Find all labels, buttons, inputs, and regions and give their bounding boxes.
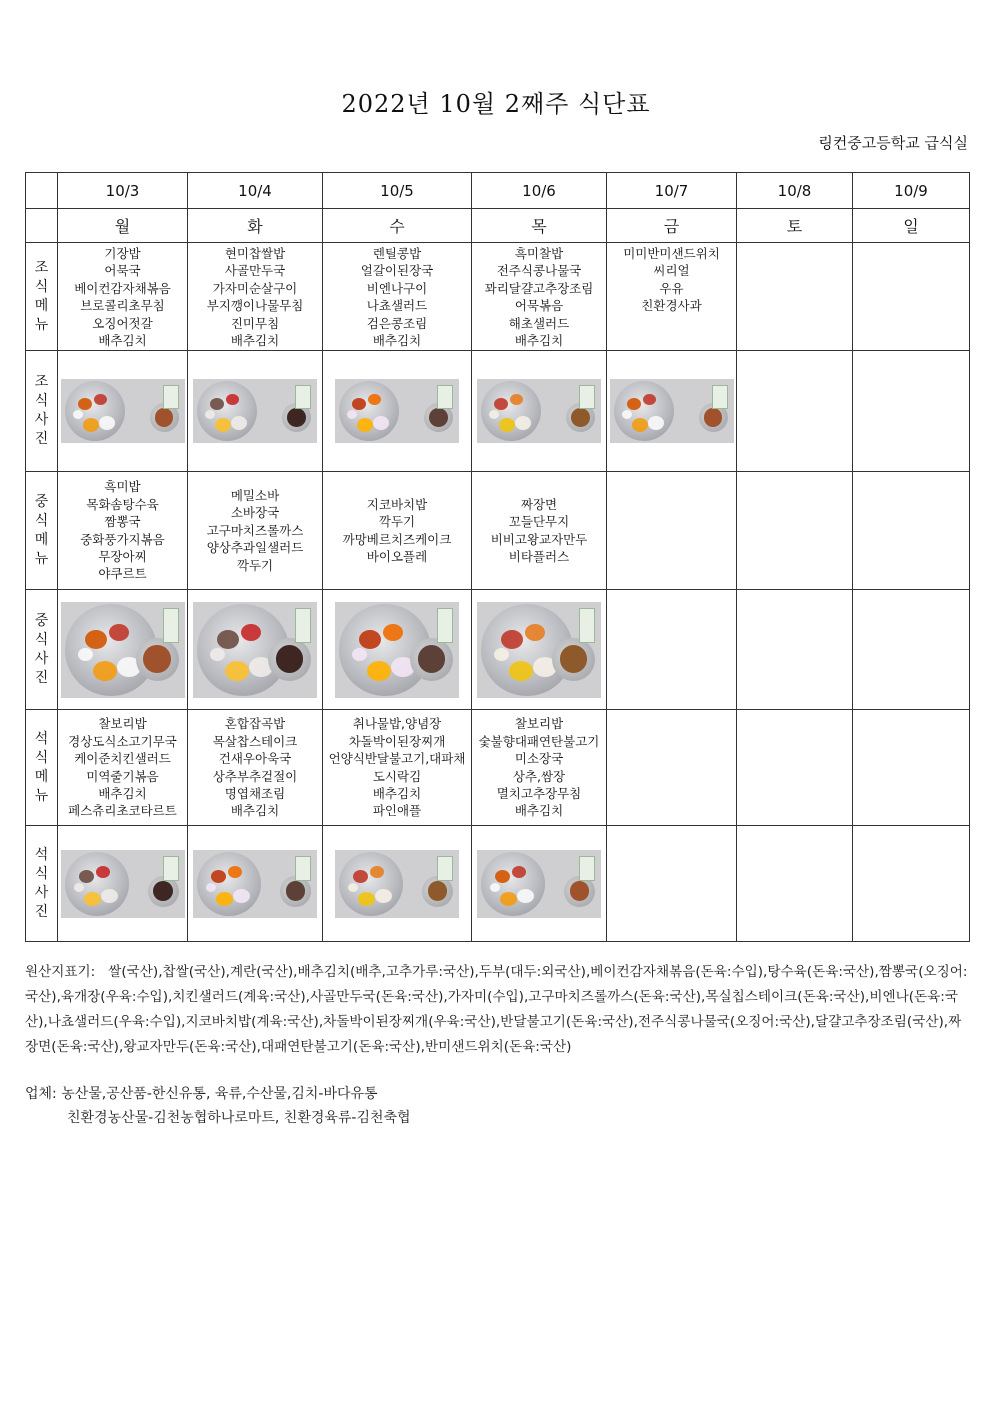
row-label-char: 조 [34, 259, 49, 276]
meal-photo [335, 602, 459, 698]
row-label-char: 뉴 [34, 550, 49, 567]
menu-item: 배추김치 [372, 785, 422, 801]
breakfast-menu-cell [737, 243, 853, 351]
menu-item: 나쵸샐러드 [366, 298, 428, 314]
food-item [358, 892, 375, 906]
food-item [79, 870, 94, 883]
dinner-photo-row [26, 826, 970, 942]
food-item [211, 870, 226, 883]
soup [704, 408, 723, 427]
food-item [78, 398, 92, 410]
soup [418, 645, 446, 673]
row-label-lunch-menu [26, 472, 58, 590]
side-bowl [268, 638, 311, 681]
date-cell: 10/4 [188, 173, 323, 209]
menu-item: 숯불향대패연탄불고기 [478, 733, 600, 749]
weekday-cell: 화 [188, 209, 323, 243]
food-item [94, 394, 107, 405]
menu-item: 경상도식소고기무국 [68, 733, 177, 749]
food-item [83, 418, 99, 432]
food-item [228, 866, 242, 878]
menu-item: 깍두기 [236, 557, 274, 573]
lunch-menu-cell [323, 472, 472, 590]
side-bowl [410, 638, 453, 681]
drink-carton [579, 856, 595, 881]
row-label-char: 뉴 [34, 316, 49, 333]
menu-item: 명엽채조림 [224, 785, 286, 801]
lunch-menu-cell [737, 472, 853, 590]
food-item [217, 630, 239, 649]
meal-photo [61, 602, 185, 698]
drink-carton [295, 385, 311, 409]
date-cell: 10/5 [323, 173, 472, 209]
breakfast-photo-cell [472, 351, 607, 472]
food-item [648, 416, 664, 430]
food-item [494, 648, 509, 661]
drink-carton [295, 608, 311, 643]
drink-carton [579, 608, 595, 643]
weekday-cell: 금 [607, 209, 737, 243]
menu-item: 찰보리밥 [98, 716, 147, 732]
weekday-cell: 수 [323, 209, 472, 243]
soup [570, 881, 590, 901]
row-label-char: 메 [34, 531, 49, 548]
food-item [622, 410, 632, 419]
lunch-photo-cell [472, 590, 607, 710]
dinner-menu-row [26, 710, 970, 826]
menu-item: 배추김치 [230, 333, 280, 349]
row-label-char: 식 [34, 631, 49, 648]
menu-item: 사골만두국 [224, 263, 286, 279]
row-label-char: 식 [34, 865, 49, 882]
food-item [74, 883, 84, 892]
lunch-photo-row [26, 590, 970, 710]
food-item [73, 410, 83, 419]
meal-photo [477, 602, 601, 698]
meal-photo [335, 850, 459, 918]
weekday-header-row [26, 209, 970, 243]
row-label-char: 진 [34, 903, 49, 920]
dinner-photo-cell [188, 826, 323, 942]
menu-item: 상추,쌈장 [512, 768, 566, 784]
menu-item: 멸치고추장무침 [496, 785, 582, 801]
dinner-menu-cell [323, 710, 472, 826]
menu-item: 목화솜탕수육 [86, 496, 159, 512]
menu-item: 베이컨감자채볶음 [74, 280, 171, 296]
food-item [373, 416, 389, 430]
meal-photo [193, 850, 317, 918]
soup [560, 645, 588, 673]
food-item [500, 892, 517, 906]
food-item [215, 418, 231, 432]
row-label-char: 식 [34, 749, 49, 766]
menu-item: 건새우아욱국 [218, 751, 292, 767]
vendor-line-1: 농산물,공산품-한신유통, 육류,수산물,김치-바다유통 [61, 1086, 378, 1102]
food-item [210, 398, 224, 410]
menu-item: 렌틸콩밥 [372, 246, 422, 261]
food-item [93, 661, 117, 681]
row-label-char: 진 [34, 431, 49, 447]
meal-photo [193, 379, 317, 443]
menu-item: 짬뽕국 [104, 514, 141, 530]
date-cell: 10/6 [472, 173, 607, 209]
row-label-dinner-photo [26, 826, 58, 942]
food-item [643, 394, 656, 405]
lunch-menu-row [26, 472, 970, 590]
dinner-menu-cell [58, 710, 188, 826]
menu-item: 깍두기 [378, 514, 416, 530]
menu-item: 배추김치 [98, 785, 147, 801]
food-item [489, 410, 499, 419]
menu-item: 꼬들단무지 [508, 514, 570, 530]
menu-item: 기장밥 [104, 246, 141, 261]
food-item [347, 410, 357, 419]
dinner-menu-cell [737, 710, 853, 826]
corner-cell [26, 209, 58, 243]
breakfast-menu-cell [607, 243, 737, 351]
menu-item: 꽈리달걀고추장조림 [484, 280, 594, 296]
soup [428, 881, 448, 901]
food-item [510, 394, 523, 405]
food-item [517, 889, 534, 903]
menu-item: 어묵국 [104, 263, 141, 279]
menu-item: 비엔나구이 [366, 280, 428, 296]
menu-item: 도시락김 [372, 768, 422, 784]
food-item [233, 889, 250, 903]
school-cafeteria-name: 링컨중고등학교 급식실 [818, 134, 968, 152]
row-label-char: 식 [34, 278, 49, 295]
menu-item: 검은콩조림 [366, 315, 428, 331]
breakfast-photo-cell [188, 351, 323, 472]
row-label-char: 메 [34, 297, 49, 314]
menu-item: 중화풍가지볶음 [80, 531, 165, 547]
food-item [205, 410, 215, 419]
lunch-photo-cell [853, 590, 970, 710]
menu-item: 상추부추겉절이 [212, 768, 298, 784]
row-label-lunch-photo [26, 590, 58, 710]
row-label-char: 사 [34, 412, 49, 428]
menu-item: 미소장국 [514, 751, 564, 767]
lunch-photo-cell [323, 590, 472, 710]
soup [155, 408, 174, 427]
soup [276, 645, 304, 673]
food-item [231, 416, 247, 430]
breakfast-menu-cell [58, 243, 188, 351]
food-item [359, 630, 381, 649]
lunch-photo-cell [737, 590, 853, 710]
dinner-photo-cell [472, 826, 607, 942]
breakfast-menu-cell [188, 243, 323, 351]
row-label-char: 사 [34, 650, 49, 667]
weekday-cell: 일 [853, 209, 970, 243]
food-item [84, 892, 101, 906]
food-item [206, 883, 216, 892]
dinner-menu-cell [472, 710, 607, 826]
food-item [375, 889, 392, 903]
menu-item: 얼갈이된장국 [360, 263, 434, 279]
menu-item: 혼합잡곡밥 [224, 716, 286, 732]
food-item [370, 866, 384, 878]
food-item [348, 883, 358, 892]
food-item [352, 398, 366, 410]
soup [429, 408, 448, 427]
menu-item: 목살찹스테이크 [212, 733, 298, 749]
corner-cell [26, 173, 58, 209]
meal-photo [193, 602, 317, 698]
breakfast-photo-cell [323, 351, 472, 472]
menu-item: 우유 [659, 280, 684, 296]
origin-text: 쌀(국산),찹쌀(국산),계란(국산),배추김치(배추,고추가루:국산),두부(대두:외국산),베이컨감자채볶음(돈육:수입),탕수육(돈육:국산),짬뽕국(오징어:국산),육개장(우육:수입),치킨샐러드(계육:국산),사골만두국(돈육:국산),가자미(수입),고구마치즈롤까스(돈육:국산),목실칩스테이크(돈육:국산),비엔나(돈육:국산),나쵸샐러드(우육:수입),지코바치밥(계육:국산),차돌박이된장찌개(우육:국산),반달불고기(돈육:국산),전주식콩나물국(오징어:국산),달걀고추장조림(국산),짜장면(돈육:국산),왕교자만두(돈육:국산),대패연탄불고기(돈육:국산),반미샌드위치(돈육:국산) [25, 964, 968, 1055]
breakfast-photo-cell [607, 351, 737, 472]
meal-photo [610, 379, 734, 443]
meal-photo [477, 379, 601, 443]
food-item [368, 394, 381, 405]
breakfast-photo-cell [853, 351, 970, 472]
food-item [357, 418, 373, 432]
menu-item: 고구마치즈롤까스 [206, 522, 304, 538]
meal-photo [61, 379, 185, 443]
lunch-photo-cell [188, 590, 323, 710]
lunch-menu-cell [853, 472, 970, 590]
weekday-cell: 목 [472, 209, 607, 243]
dinner-photo-cell [607, 826, 737, 942]
vendor-label: 업체: [25, 1086, 57, 1102]
food-item [499, 418, 515, 432]
vendor-notice [25, 1082, 970, 1130]
food-item [101, 889, 118, 903]
menu-item: 까망베르치즈케이크 [342, 531, 452, 547]
row-label-char: 석 [34, 846, 49, 863]
date-cell: 10/3 [58, 173, 188, 209]
drink-carton [712, 385, 728, 409]
drink-carton [579, 385, 595, 409]
row-label-char: 조 [34, 374, 49, 390]
breakfast-menu-row [26, 243, 970, 351]
row-label-char: 뉴 [34, 787, 49, 804]
food-item [509, 661, 533, 681]
row-label-breakfast-photo [26, 351, 58, 472]
weekday-cell: 월 [58, 209, 188, 243]
menu-item: 언양식반달불고기,대파채 [328, 751, 466, 767]
lunch-photo-cell [58, 590, 188, 710]
menu-item: 무장아찌 [98, 548, 147, 564]
drink-carton [437, 385, 453, 409]
row-label-char: 석 [34, 730, 49, 747]
date-cell: 10/7 [607, 173, 737, 209]
breakfast-menu-cell [853, 243, 970, 351]
menu-item: 비비고왕교자만두 [490, 531, 588, 547]
date-cell: 10/9 [853, 173, 970, 209]
food-item [78, 648, 93, 661]
breakfast-photo-row [26, 351, 970, 472]
menu-item: 부지깽이나물무침 [206, 298, 304, 314]
food-item [501, 630, 523, 649]
food-item [99, 416, 115, 430]
page-title: 2022년 10월 2째주 식단표 [341, 90, 651, 118]
food-item [367, 661, 391, 681]
food-item [241, 624, 261, 641]
lunch-menu-cell [188, 472, 323, 590]
breakfast-photo-cell [737, 351, 853, 472]
menu-item: 미미반미샌드위치 [623, 246, 720, 261]
food-item [225, 661, 249, 681]
menu-item: 씨리얼 [653, 263, 690, 279]
menu-item: 흑미밥 [104, 479, 141, 495]
menu-item: 배추김치 [230, 803, 280, 819]
food-item [210, 648, 225, 661]
menu-item: 전주식콩나물국 [496, 263, 582, 279]
food-item [85, 630, 107, 649]
menu-item: 배추김치 [98, 333, 147, 349]
menu-item: 미역줄기볶음 [86, 768, 159, 784]
menu-item: 야쿠르트 [98, 566, 147, 582]
dinner-menu-cell [607, 710, 737, 826]
menu-item: 찰보리밥 [514, 716, 564, 732]
menu-item: 취나물밥,양념장 [352, 716, 442, 732]
origin-notice [25, 960, 970, 1060]
menu-item: 소바장국 [230, 505, 280, 521]
date-header-row [26, 173, 970, 209]
dinner-photo-cell [737, 826, 853, 942]
food-item [515, 416, 531, 430]
vendor-line-2: 친환경농산물-김천농협하나로마트, 친환경육류-김천축협 [67, 1110, 411, 1126]
food-item [525, 624, 545, 641]
menu-item: 배추김치 [372, 333, 422, 349]
row-label-breakfast-menu [26, 243, 58, 351]
dinner-menu-cell [188, 710, 323, 826]
dinner-photo-cell [853, 826, 970, 942]
soup [153, 881, 173, 901]
row-label-char: 식 [34, 512, 49, 529]
menu-item: 파인애플 [372, 803, 422, 819]
breakfast-photo-cell [58, 351, 188, 472]
row-label-char: 식 [34, 393, 49, 409]
drink-carton [163, 608, 179, 643]
lunch-menu-cell [58, 472, 188, 590]
breakfast-menu-cell [323, 243, 472, 351]
meal-plan-table [25, 172, 970, 942]
menu-item: 흑미찰밥 [514, 246, 564, 261]
drink-carton [163, 385, 179, 409]
menu-item: 바이오플레 [366, 548, 428, 564]
drink-carton [295, 856, 311, 881]
drink-carton [163, 856, 179, 881]
menu-item: 친환경사과 [641, 298, 702, 314]
lunch-menu-cell [607, 472, 737, 590]
food-item [490, 883, 500, 892]
food-item [512, 866, 526, 878]
row-label-char: 메 [34, 768, 49, 785]
breakfast-menu-cell [472, 243, 607, 351]
menu-item: 가자미순살구이 [212, 280, 298, 296]
soup [286, 881, 306, 901]
menu-item: 차돌박이된장찌개 [348, 733, 446, 749]
row-label-char: 사 [34, 884, 49, 901]
dinner-menu-cell [853, 710, 970, 826]
menu-item: 어묵볶음 [514, 298, 564, 314]
food-item [383, 624, 403, 641]
dinner-photo-cell [323, 826, 472, 942]
menu-item: 짜장면 [520, 496, 558, 512]
drink-carton [437, 856, 453, 881]
menu-item: 해초샐러드 [508, 315, 570, 331]
drink-carton [437, 608, 453, 643]
food-item [495, 870, 510, 883]
food-item [632, 418, 648, 432]
date-cell: 10/8 [737, 173, 853, 209]
row-label-char: 중 [34, 612, 49, 629]
side-bowl [136, 638, 179, 681]
menu-item: 진미무침 [230, 315, 280, 331]
origin-label: 원산지표기: [25, 964, 96, 980]
food-item [352, 648, 367, 661]
menu-item: 배추김치 [514, 333, 564, 349]
menu-item: 케이준치킨샐러드 [74, 751, 171, 767]
lunch-photo-cell [607, 590, 737, 710]
food-item [353, 870, 368, 883]
menu-item: 현미찹쌀밥 [224, 246, 286, 261]
menu-item: 양상추과일샐러드 [206, 540, 304, 556]
lunch-menu-cell [472, 472, 607, 590]
food-item [216, 892, 233, 906]
soup [571, 408, 590, 427]
menu-item: 페스츄리초코타르트 [68, 803, 177, 819]
meal-photo [61, 850, 185, 918]
soup [143, 645, 171, 673]
food-item [96, 866, 110, 878]
food-item [494, 398, 508, 410]
food-item [109, 624, 129, 641]
meal-photo [477, 850, 601, 918]
dinner-photo-cell [58, 826, 188, 942]
row-label-char: 중 [34, 493, 49, 510]
side-bowl [552, 638, 595, 681]
meal-photo [335, 379, 459, 443]
menu-item: 비타플러스 [508, 548, 570, 564]
menu-item: 브로콜리초무침 [80, 298, 165, 314]
soup [287, 408, 306, 427]
row-label-dinner-menu [26, 710, 58, 826]
food-item [627, 398, 641, 410]
weekday-cell: 토 [737, 209, 853, 243]
menu-item: 지코바치밥 [366, 496, 428, 512]
menu-item: 오징어젓갈 [92, 315, 153, 331]
row-label-char: 진 [34, 669, 49, 686]
menu-item: 메밀소바 [230, 487, 280, 503]
menu-item: 배추김치 [514, 803, 564, 819]
food-item [226, 394, 239, 405]
